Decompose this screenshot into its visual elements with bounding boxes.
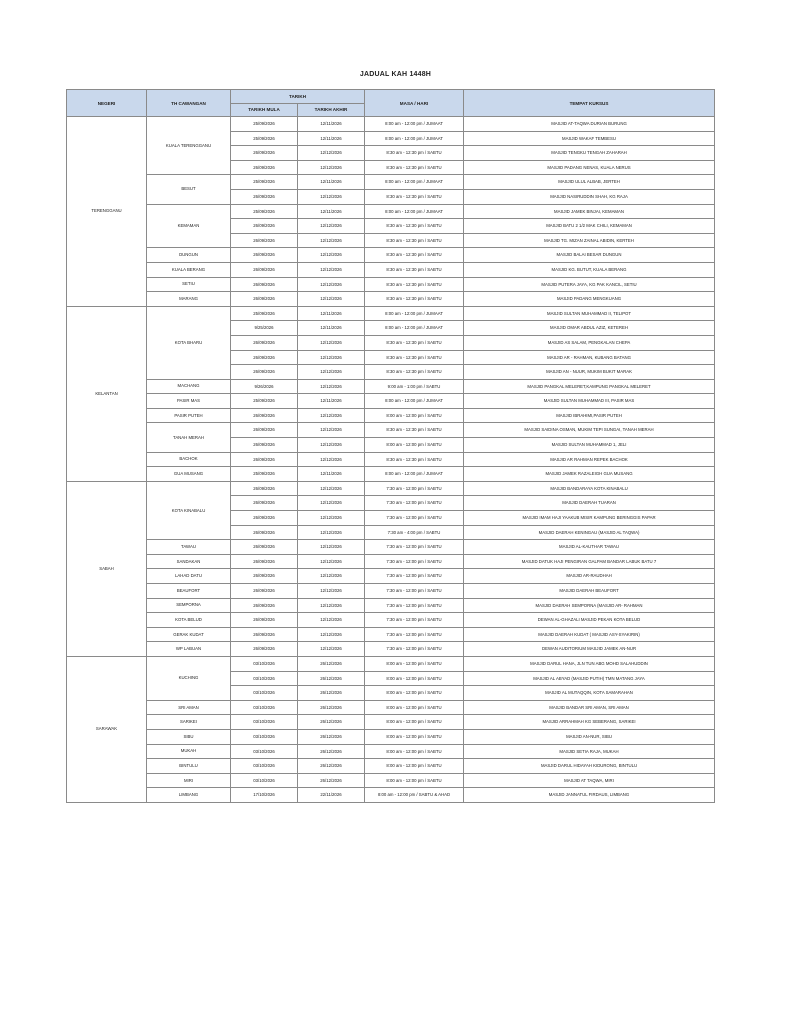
tarikh-mula-cell: 26/09/2026 [231,160,298,175]
tempat-cell: MASJID AR RAHMAN REPEK BACHOK [464,452,715,467]
table-header [67,90,715,117]
tarikh-akhir-cell: 12/11/2026 [298,306,365,321]
state-cell: KELANTAN [67,306,147,481]
tempat-cell: MASJID NASIRUDDIN SHAH, KG RAJA [464,189,715,204]
tempat-cell: MASJID PADANG MENGKUANG [464,292,715,307]
tempat-cell: MASJID PANGKAL MELERET,KAMPUNG PANGKAL MELERET [464,379,715,394]
branch-cell: BEAUFORT [147,584,231,599]
table-body [67,117,715,803]
tarikh-akhir-cell: 12/12/2026 [298,584,365,599]
masa-cell: 8:00 am - 12:00 pm / JUMAAT [365,117,464,132]
tempat-cell: MASJID DARUL HIDAYAH KIDURONG, BINTULU [464,759,715,774]
tarikh-akhir-cell: 12/12/2026 [298,189,365,204]
branch-cell: KEMAMAN [147,204,231,248]
branch-cell: KOTA BELUD [147,613,231,628]
tarikh-mula-cell: 03/10/2026 [231,729,298,744]
tarikh-akhir-cell: 12/12/2026 [298,481,365,496]
tarikh-mula-cell: 03/10/2026 [231,715,298,730]
tempat-cell: MASJID PUTERA JAYA, KG PAK KANCIL, SETIU [464,277,715,292]
tempat-cell: MASJID AR-RAUDHAH [464,569,715,584]
state-cell: TERENGGANU [67,117,147,307]
masa-cell: 8:00 am - 12:00 pm / SABTU [365,656,464,671]
tarikh-mula-cell: 25/09/2026 [231,394,298,409]
masa-cell: 8:30 am - 12:30 pm / SABTU [365,292,464,307]
tempat-cell: MASJID ARRAHMAH KG SEBERANG, SARIKEI [464,715,715,730]
branch-cell: MACHANG [147,379,231,394]
branch-cell: GUA MUSANG [147,467,231,482]
table-row [67,277,715,292]
masa-cell: 8:00 am - 12:00 pm / JUMAAT [365,321,464,336]
header-negeri: NEGERI [67,90,147,117]
branch-cell: BINTULU [147,759,231,774]
tempat-cell: MASJID AN - NUUR, MUKIM BUKIT MARAK [464,365,715,380]
branch-cell: LIMBANG [147,788,231,803]
masa-cell: 8:30 am - 12:30 pm / SABTU [365,335,464,350]
masa-cell: 8:00 am - 12:00 pm / SABTU [365,729,464,744]
table-row [67,175,715,190]
tarikh-akhir-cell: 12/11/2026 [298,467,365,482]
branch-cell: SEMPORNA [147,598,231,613]
tarikh-akhir-cell: 12/12/2026 [298,292,365,307]
table-row [67,248,715,263]
tarikh-mula-cell: 26/09/2026 [231,554,298,569]
tempat-cell: MASJID AR - RAHMAN, KUBANG BATANG [464,350,715,365]
state-cell: SABAH [67,481,147,656]
table-row [67,467,715,482]
tempat-cell: MASJID SAIDINA OSMAN, MUKIM TEPI SUNGAI, TANAH MERAH [464,423,715,438]
branch-cell: KUALA BERANG [147,262,231,277]
branch-cell: LAHAD DATU [147,569,231,584]
masa-cell: 8:00 am - 12:00 pm / SABTU [365,438,464,453]
masa-cell: 8:30 am - 12:30 pm / SABTU [365,219,464,234]
masa-cell: 8:30 am - 12:30 pm / SABTU [365,350,464,365]
table-row [67,554,715,569]
tempat-cell: MASJID SULTAN MUHAMMAD III, PASIR MAS [464,394,715,409]
masa-cell: 7:30 am - 12:00 pm / SABTU [365,584,464,599]
tempat-cell: MASJID TENGKU TENGAH ZAHARAH [464,146,715,161]
masa-cell: 8:00 am - 12:00 pm / JUMAAT [365,306,464,321]
table-row [67,759,715,774]
tarikh-mula-cell: 26/09/2026 [231,540,298,555]
tarikh-mula-cell: 26/09/2026 [231,452,298,467]
tarikh-mula-cell: 03/10/2026 [231,656,298,671]
tarikh-mula-cell: 26/09/2026 [231,496,298,511]
tarikh-akhir-cell: 26/12/2026 [298,759,365,774]
branch-cell: KOTA KINABALU [147,481,231,539]
tarikh-akhir-cell: 12/11/2026 [298,394,365,409]
branch-cell: DUNGUN [147,248,231,263]
tarikh-akhir-cell: 12/12/2026 [298,365,365,380]
tarikh-akhir-cell: 12/11/2026 [298,131,365,146]
branch-cell: SETIU [147,277,231,292]
masa-cell: 8:30 am - 12:30 pm / SABTU [365,160,464,175]
tarikh-mula-cell: 9/26/2026 [231,379,298,394]
masa-cell: 8:30 am - 12:30 pm / SABTU [365,233,464,248]
tempat-cell: MASJID AL-KAUTHAR TAWAU [464,540,715,555]
tarikh-akhir-cell: 12/12/2026 [298,511,365,526]
branch-cell: MUKAH [147,744,231,759]
tempat-cell: MASJID BATU 2 1/2 MAK CHILI, KEMAMAN [464,219,715,234]
tarikh-akhir-cell: 12/12/2026 [298,277,365,292]
masa-cell: 8:00 am - 12:00 pm / SABTU [365,715,464,730]
tarikh-mula-cell: 26/09/2026 [231,408,298,423]
masa-cell: 8:30 am - 12:30 pm / SABTU [365,189,464,204]
branch-cell: GERAK KUDAT [147,627,231,642]
masa-cell: 7:30 am - 12:00 pm / SABTU [365,540,464,555]
masa-cell: 8:00 am - 12:00 pm / SABTU [365,744,464,759]
table-row [67,788,715,803]
table-row [67,569,715,584]
table-row [67,656,715,671]
tarikh-akhir-cell: 26/12/2026 [298,715,365,730]
masa-cell: 8:30 am - 12:30 pm / SABTU [365,146,464,161]
page-title: JADUAL KAH 1448H [359,71,432,78]
branch-cell: KUCHING [147,656,231,700]
tarikh-akhir-cell: 12/12/2026 [298,569,365,584]
table-row [67,627,715,642]
tarikh-akhir-cell: 26/12/2026 [298,729,365,744]
schedule-table [66,89,715,803]
tarikh-akhir-cell: 12/12/2026 [298,350,365,365]
table-row [67,394,715,409]
masa-cell: 8:30 am - 12:30 pm / SABTU [365,262,464,277]
table-row [67,584,715,599]
tarikh-akhir-cell: 12/12/2026 [298,146,365,161]
tarikh-akhir-cell: 22/11/2026 [298,788,365,803]
tarikh-mula-cell: 03/10/2026 [231,686,298,701]
tempat-cell: MASJID AL ABYAD (MASJID PUTIH) TMN MATANG JAYA [464,671,715,686]
masa-cell: 7:30 am - 12:00 pm / SABTU [365,554,464,569]
tempat-cell: MASJID PADANG NENAS, KUALA NERUS [464,160,715,175]
tarikh-mula-cell: 03/10/2026 [231,700,298,715]
header-cawangan: TH CAWANGAN [147,90,231,117]
table-row [67,744,715,759]
tempat-cell: MASJID OMAR ABDUL AZIZ, KETEREH [464,321,715,336]
tarikh-akhir-cell: 12/12/2026 [298,408,365,423]
branch-cell: WP LABUAN [147,642,231,657]
tempat-cell: MASJID JAMEK RAZALEIGH GUA MUSANG [464,467,715,482]
tarikh-mula-cell: 03/10/2026 [231,744,298,759]
tempat-cell: DEWAN AL-GHAZALI MASJID PEKAN KOTA BELUD [464,613,715,628]
masa-cell: 8:30 am - 12:30 pm / SABTU [365,452,464,467]
branch-cell: SANDAKAN [147,554,231,569]
tarikh-akhir-cell: 12/12/2026 [298,598,365,613]
tempat-cell: MASJID SULTAN MUHAMMAD II, TELIPOT [464,306,715,321]
tarikh-mula-cell: 25/09/2026 [231,467,298,482]
masa-cell: 8:00 am - 12:00 pm / SABTU [365,773,464,788]
tarikh-akhir-cell: 12/12/2026 [298,554,365,569]
table-row [67,379,715,394]
tempat-cell: MASJID DARUL HANA, JLN TUN ABG MOHD SALAHUDDIN [464,656,715,671]
table-row [67,729,715,744]
tarikh-mula-cell: 26/09/2026 [231,350,298,365]
tarikh-mula-cell: 03/10/2026 [231,671,298,686]
masa-cell: 9:00 am - 1:00 pm / SABTU [365,379,464,394]
masa-cell: 8:00 am - 12:00 pm / SABTU [365,671,464,686]
tarikh-mula-cell: 26/09/2026 [231,511,298,526]
tarikh-mula-cell: 26/09/2026 [231,613,298,628]
tarikh-akhir-cell: 12/12/2026 [298,438,365,453]
tempat-cell: MASJID AL MUTAQQIN, KOTA SAMARAHAN [464,686,715,701]
branch-cell: PASIR MAS [147,394,231,409]
branch-cell: KOTA BHARU [147,306,231,379]
tarikh-akhir-cell: 12/12/2026 [298,496,365,511]
tempat-cell: MASJID SETIA RAJA, MUKAH [464,744,715,759]
tarikh-mula-cell: 03/10/2026 [231,773,298,788]
tarikh-mula-cell: 26/09/2026 [231,423,298,438]
masa-cell: 8:30 am - 12:30 pm / SABTU [365,248,464,263]
table-row [67,452,715,467]
branch-cell: TAWAU [147,540,231,555]
masa-cell: 7:30 am - 12:00 pm / SABTU [365,569,464,584]
tarikh-akhir-cell: 12/11/2026 [298,204,365,219]
tempat-cell: MASJID BALAI BESAR DUNGUN [464,248,715,263]
table-row [67,715,715,730]
tarikh-akhir-cell: 26/12/2026 [298,744,365,759]
header-tarikh-akhir: TARIKH AKHIR [298,103,365,117]
tarikh-mula-cell: 26/09/2026 [231,189,298,204]
branch-cell: SARIKEI [147,715,231,730]
tempat-cell: MASJID DAERAH BEAUFORT [464,584,715,599]
tarikh-mula-cell: 25/09/2026 [231,175,298,190]
tarikh-akhir-cell: 26/12/2026 [298,773,365,788]
header-tarikh-mula: TARIKH MULA [231,103,298,117]
masa-cell: 8:00 am - 12:00 pm / SABTU [365,686,464,701]
masa-cell: 8:00 am - 12:00 pm / SABTU [365,700,464,715]
masa-cell: 7:30 am - 12:00 pm / SABTU [365,598,464,613]
masa-cell: 8:00 am - 12:00 pm / JUMAAT [365,175,464,190]
tarikh-akhir-cell: 12/11/2026 [298,175,365,190]
masa-cell: 8:30 am - 12:30 pm / SABTU [365,277,464,292]
branch-cell: MIRI [147,773,231,788]
tempat-cell: MASJID IBRAHIMI,PASIR PUTEH [464,408,715,423]
tarikh-akhir-cell: 12/12/2026 [298,379,365,394]
tarikh-akhir-cell: 12/12/2026 [298,540,365,555]
tarikh-akhir-cell: 12/11/2026 [298,117,365,132]
masa-cell: 8:00 am - 12:00 pm / JUMAAT [365,204,464,219]
tempat-cell: MASJID ULUL ALBAB, JERTEH [464,175,715,190]
table-row [67,117,715,132]
tempat-cell: MASJID AT-TAQWA DURIAN BURUNG [464,117,715,132]
tempat-cell: MASJID DAERAH KUDAT ( MASJID ASY-SYAKIRIN) [464,627,715,642]
table-row [67,306,715,321]
tarikh-mula-cell: 17/10/2026 [231,788,298,803]
masa-cell: 7:30 am - 12:00 pm / SABTU [365,613,464,628]
tarikh-mula-cell: 26/09/2026 [231,642,298,657]
tarikh-akhir-cell: 26/12/2026 [298,656,365,671]
branch-cell: TANAH MERAH [147,423,231,452]
tarikh-mula-cell: 25/09/2026 [231,131,298,146]
tarikh-mula-cell: 26/09/2026 [231,248,298,263]
tarikh-mula-cell: 26/09/2026 [231,233,298,248]
masa-cell: 8:00 am - 12:00 pm / JUMAAT [365,467,464,482]
tempat-cell: MASJID DAERAH SEMPORNA (MASJID AR- RAHMAN [464,598,715,613]
masa-cell: 7:30 am - 12:00 pm / SABTU [365,481,464,496]
tempat-cell: MASJID AT TAQWA, MIRI [464,773,715,788]
tempat-cell: MASJID AS SALAM, PENGKALAN CHEPA [464,335,715,350]
tarikh-mula-cell: 26/09/2026 [231,277,298,292]
header-tarikh: TARIKH [231,90,365,104]
table-row [67,408,715,423]
branch-cell: MARANG [147,292,231,307]
table-row [67,262,715,277]
branch-cell: SRI AMAN [147,700,231,715]
branch-cell: BACHOK [147,452,231,467]
tarikh-akhir-cell: 12/12/2026 [298,335,365,350]
tarikh-mula-cell: 26/09/2026 [231,219,298,234]
tarikh-akhir-cell: 12/11/2026 [298,321,365,336]
table-row [67,540,715,555]
tarikh-mula-cell: 03/10/2026 [231,759,298,774]
branch-cell: PASIR PUTEH [147,408,231,423]
tarikh-mula-cell: 26/09/2026 [231,292,298,307]
table-row [67,773,715,788]
masa-cell: 8:00 am - 12:00 pm / SABTU & AHAD [365,788,464,803]
tarikh-akhir-cell: 12/12/2026 [298,423,365,438]
branch-cell: SIBU [147,729,231,744]
tempat-cell: MASJID DAERAH KENINGAU (MASJID AL TAQWA) [464,525,715,540]
tempat-cell: MASJID DAERAH TUARAN [464,496,715,511]
table-row [67,642,715,657]
table-row [67,292,715,307]
tarikh-akhir-cell: 26/12/2026 [298,700,365,715]
tarikh-mula-cell: 25/09/2026 [231,306,298,321]
masa-cell: 7:30 am - 12:00 pm / SABTU [365,642,464,657]
masa-cell: 7:30 am - 12:00 pm / SABTU [365,627,464,642]
branch-cell: BESUT [147,175,231,204]
tempat-cell: MASJID BANDAR SRI AMAN, SRI AMAN [464,700,715,715]
tempat-cell: MASJID SULTAN MUHAMMAD 1, JELI [464,438,715,453]
tarikh-mula-cell: 26/09/2026 [231,525,298,540]
header-tempat: TEMPAT KURSUS [464,90,715,117]
table-row [67,598,715,613]
tarikh-mula-cell: 26/09/2026 [231,365,298,380]
tarikh-mula-cell: 26/09/2026 [231,146,298,161]
tarikh-mula-cell: 9/25/2026 [231,321,298,336]
masa-cell: 7:30 am - 12:00 pm / SABTU [365,496,464,511]
tarikh-akhir-cell: 12/12/2026 [298,233,365,248]
tarikh-mula-cell: 25/09/2026 [231,204,298,219]
masa-cell: 7:30 am - 4:00 pm / SABTU [365,525,464,540]
tempat-cell: MASJID JAMEK BINJAI, KEMAMAN [464,204,715,219]
masa-cell: 8:00 am - 12:00 pm / SABTU [365,759,464,774]
tarikh-akhir-cell: 12/12/2026 [298,613,365,628]
masa-cell: 8:30 am - 12:30 pm / SABTU [365,365,464,380]
table-row [67,204,715,219]
tarikh-akhir-cell: 12/12/2026 [298,219,365,234]
tarikh-akhir-cell: 12/12/2026 [298,452,365,467]
tarikh-mula-cell: 26/09/2026 [231,481,298,496]
tarikh-mula-cell: 26/09/2026 [231,627,298,642]
header-masa: MASA / HARI [365,90,464,117]
tarikh-mula-cell: 26/09/2026 [231,335,298,350]
masa-cell: 8:30 am - 12:30 pm / SABTU [365,423,464,438]
tempat-cell: MASJID JANNATUL FIRDAUS, LIMBANG [464,788,715,803]
table-row [67,700,715,715]
branch-cell: KUALA TERENGGANU [147,117,231,175]
masa-cell: 8:00 am - 12:00 pm / JUMAAT [365,394,464,409]
tempat-cell: MASJID DATUK HAJI PENGIRAN GALPAM BANDAR LABUK BATU 7 [464,554,715,569]
tarikh-akhir-cell: 12/12/2026 [298,160,365,175]
tarikh-mula-cell: 26/09/2026 [231,438,298,453]
masa-cell: 7:30 am - 12:00 pm / SABTU [365,511,464,526]
table-row [67,423,715,438]
tarikh-mula-cell: 25/09/2026 [231,117,298,132]
tarikh-akhir-cell: 12/12/2026 [298,248,365,263]
tempat-cell: DEWAN AUDITORIUM MASJID JAMEK AN-NUR [464,642,715,657]
tempat-cell: MASJID TG. MIZAN ZAINAL ABIDIN, KERTEH [464,233,715,248]
tarikh-akhir-cell: 12/12/2026 [298,627,365,642]
tarikh-akhir-cell: 12/12/2026 [298,642,365,657]
tarikh-mula-cell: 26/09/2026 [231,569,298,584]
tarikh-mula-cell: 26/09/2026 [231,584,298,599]
tempat-cell: MASJID AN-NUR, SIBU [464,729,715,744]
tarikh-akhir-cell: 26/12/2026 [298,671,365,686]
table-row [67,481,715,496]
tarikh-mula-cell: 26/09/2026 [231,598,298,613]
tarikh-akhir-cell: 12/12/2026 [298,262,365,277]
tempat-cell: MASJID KG. BUTUT, KUALA BERANG [464,262,715,277]
tarikh-mula-cell: 26/09/2026 [231,262,298,277]
table-row [67,613,715,628]
masa-cell: 8:00 am - 12:00 pm / JUMAAT [365,131,464,146]
tarikh-akhir-cell: 26/12/2026 [298,686,365,701]
tempat-cell: MASJID BANDARAYA KOTA KINABALU [464,481,715,496]
tarikh-akhir-cell: 12/12/2026 [298,525,365,540]
masa-cell: 8:00 am - 12:00 pm / SABTU [365,408,464,423]
tempat-cell: MASJID WAKAF TEMBESU [464,131,715,146]
tempat-cell: MASJID IMAM HAJI YAAKUB MISIR KAMPUNG BERINGGIS PAPAR [464,511,715,526]
state-cell: SARAWAK [67,656,147,802]
